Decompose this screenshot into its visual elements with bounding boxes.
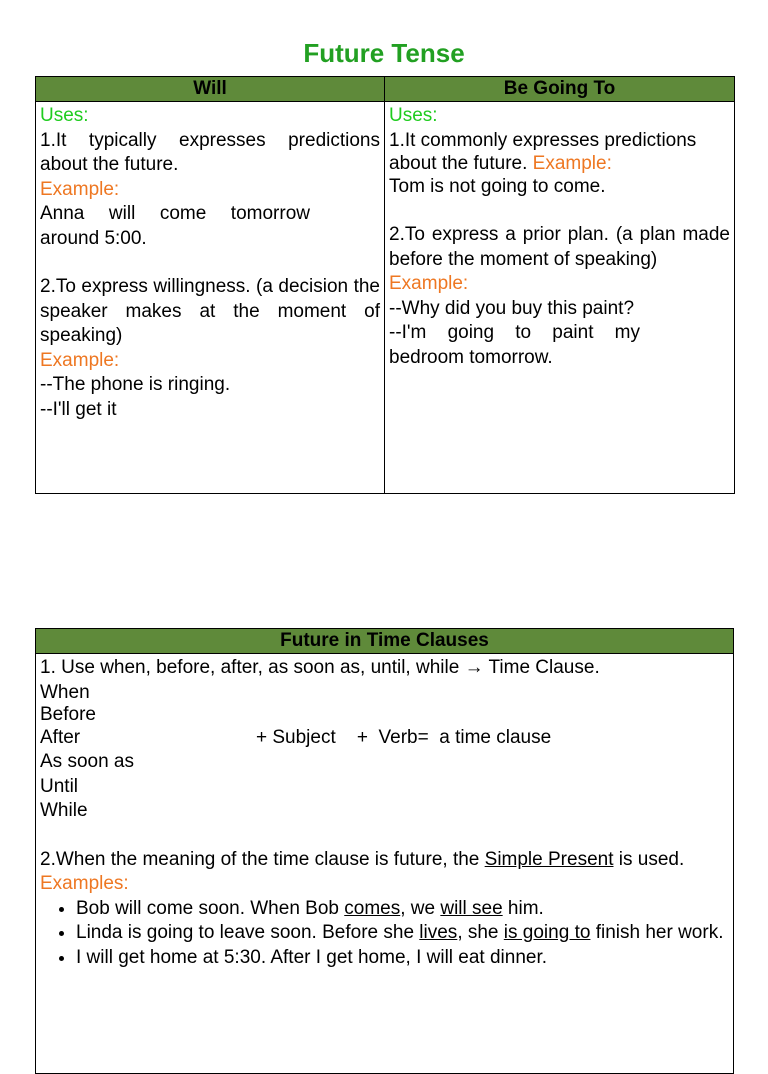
time-word-while: While (40, 800, 88, 821)
page-title: Future Tense (303, 38, 465, 68)
time-clause-formula: + Subject + Verb= a time clause (256, 726, 552, 748)
simple-present-term: Simple Present (484, 848, 614, 870)
will-example-2-line2: --I'll get it (40, 398, 117, 420)
will-example-label-2: Example: (40, 349, 120, 371)
time-clauses-table (35, 628, 734, 1074)
list-item: • Linda is going to leave soon. Before she lives, she is going to finish her work. (76, 921, 729, 946)
will-column-header: Will (36, 77, 385, 102)
will-example-label-1: Example: (40, 178, 120, 200)
going-example-2-line1: --Why did you buy this paint? (389, 297, 635, 319)
going-to-cell (385, 102, 735, 494)
time-word-until: Until (40, 775, 79, 797)
going-example-1: Tom is not going to come. (389, 175, 606, 197)
examples-label: Examples: (40, 873, 129, 894)
time-word-before: Before (40, 704, 96, 725)
going-uses-label: Uses: (389, 105, 438, 126)
going-example-label-1: Example: (532, 152, 612, 174)
time-word-after: After (40, 726, 81, 748)
will-example-2-line1: --The phone is ringing. (40, 374, 231, 395)
will-uses-label: Uses: (40, 105, 89, 126)
will-example-1: Anna will come tomorrow around 5:00. (40, 203, 310, 249)
time-clauses-cell (36, 654, 734, 1074)
will-use1: 1.It typically expresses predictions about the future. (40, 129, 380, 175)
going-use2: 2.To express a prior plan. (a plan made before the moment of speaking) (389, 224, 730, 270)
list-item: • I will get home at 5:30. After I get home, I will eat dinner. (76, 946, 729, 971)
rule-2: 2.When the meaning of the time clause is future, the Simple Present is used. (40, 848, 685, 870)
examples-list (40, 897, 729, 971)
will-use2: 2.To express willingness. (a decision the speaker makes at the moment of speaking) (40, 276, 380, 346)
going-to-column-header: Be Going To (385, 77, 735, 102)
will-vs-going-to-table (35, 76, 735, 494)
list-item: • Bob will come soon. When Bob comes, we will see him. (76, 897, 729, 922)
time-word-when: When (40, 681, 90, 703)
going-example-2-line2: --I'm going to paint my bedroom tomorrow. (389, 322, 640, 368)
will-cell (36, 102, 385, 494)
going-example-label-2: Example: (389, 273, 469, 294)
time-clauses-header: Future in Time Clauses (36, 629, 734, 654)
going-use1: 1.It commonly expresses predictions about the future. (389, 129, 697, 174)
time-word-as-soon-as: As soon as (40, 751, 134, 772)
rule-1: 1. Use when, before, after, as soon as, until, while → Time Clause. (40, 657, 600, 678)
